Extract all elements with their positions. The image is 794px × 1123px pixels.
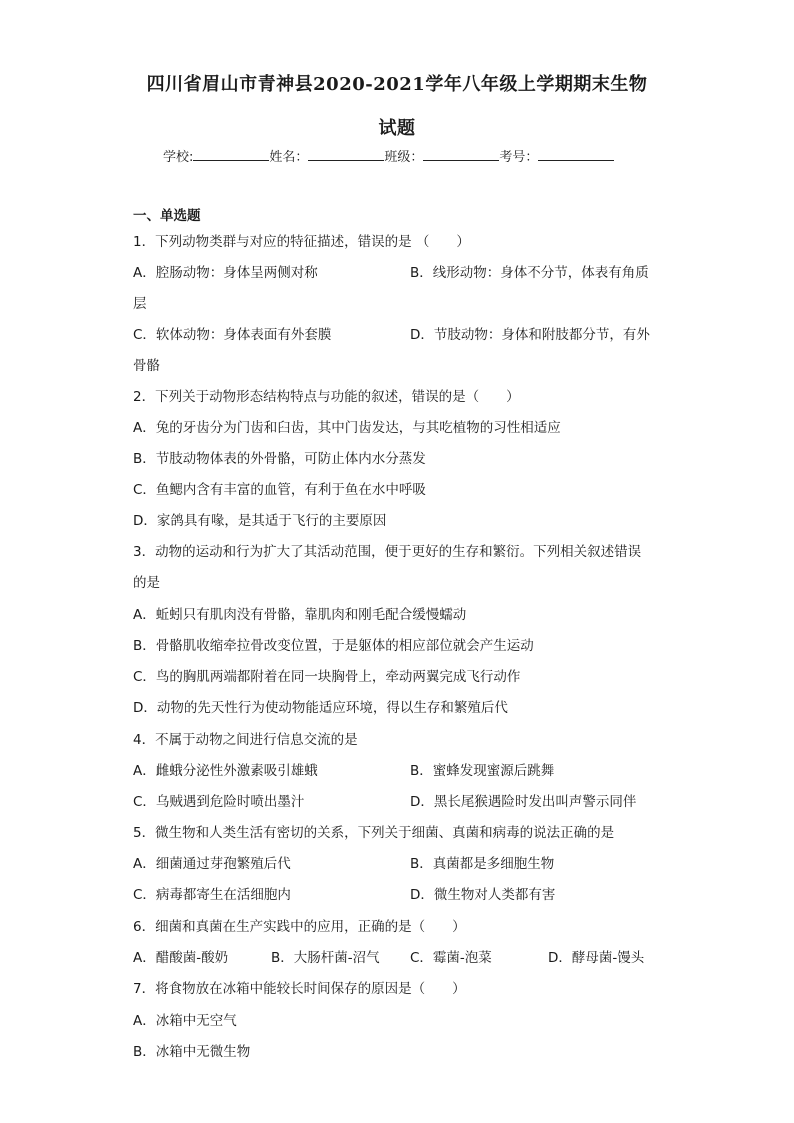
option-b: B．线形动物：身体不分节，体表有角质 <box>410 265 649 281</box>
option-b-continued: 层 <box>133 296 147 312</box>
school-label: 学校: <box>163 150 194 165</box>
option-a: A．兔的牙齿分为门齿和臼齿，其中门齿发达，与其吃植物的习性相适应 <box>133 420 561 436</box>
option-a: A．冰箱中无空气 <box>133 1013 237 1029</box>
option-b: B．节肢动物体表的外骨骼，可防止体内水分蒸发 <box>133 451 426 467</box>
option-a: A．腔肠动物：身体呈两侧对称 <box>133 265 318 281</box>
option-a: A．蚯蚓只有肌肉没有骨骼，靠肌肉和刚毛配合缓慢蠕动 <box>133 607 467 623</box>
option-c: C．鱼鳃内含有丰富的血管，有利于鱼在水中呼吸 <box>133 482 426 498</box>
option-c: C．病毒都寄生在活细胞内 <box>133 887 291 903</box>
name-blank[interactable] <box>308 147 384 161</box>
exam-number-label: 考号： <box>499 150 539 165</box>
class-label: 班级： <box>384 150 424 165</box>
question-stem: 3．动物的运动和行为扩大了其活动范围，便于更好的生存和繁衍。下列相关叙述错误 <box>133 544 642 560</box>
option-c: C．霉菌-泡菜 <box>410 950 492 966</box>
option-d: D．节肢动物：身体和附肢都分节，有外 <box>410 327 650 343</box>
option-b: B．冰箱中无微生物 <box>133 1044 251 1060</box>
option-b: B．真菌都是多细胞生物 <box>410 856 555 872</box>
option-a: A．细菌通过芽孢繁殖后代 <box>133 856 291 872</box>
school-blank[interactable] <box>193 147 269 161</box>
question-stem: 5．微生物和人类生活有密切的关系，下列关于细菌、真菌和病毒的说法正确的是 <box>133 825 615 841</box>
option-a: A．雌蛾分泌性外激素吸引雄蛾 <box>133 763 318 779</box>
option-c: C．鸟的胸肌两端都附着在同一块胸骨上，牵动两翼完成飞行动作 <box>133 669 521 685</box>
student-info-line <box>163 146 614 165</box>
option-b: B．骨骼肌收缩牵拉骨改变位置，于是躯体的相应部位就会产生运动 <box>133 638 534 654</box>
option-d: D．家鸽具有喙，是其适于飞行的主要原因 <box>133 513 387 529</box>
option-d: D．动物的先天性行为使动物能适应环境，得以生存和繁殖后代 <box>133 700 508 716</box>
question-stem-continued: 的是 <box>133 575 160 591</box>
question-stem: 1．下列动物类群与对应的特征描述，错误的是 （ ） <box>133 234 470 250</box>
option-a: A．醋酸菌-酸奶 <box>133 950 229 966</box>
exam-title: 四川省眉山市青神县2020-2021学年八年级上学期期末生物 <box>146 74 648 95</box>
option-b: B．蜜蜂发现蜜源后跳舞 <box>410 763 555 779</box>
question-stem: 4．不属于动物之间进行信息交流的是 <box>133 732 358 748</box>
section-title: 一、单选题 <box>133 208 201 224</box>
option-d: D．微生物对人类都有害 <box>410 887 556 903</box>
exam-number-blank[interactable] <box>538 147 614 161</box>
option-d-continued: 骨骼 <box>133 358 160 374</box>
option-b: B．大肠杆菌-沼气 <box>271 950 380 966</box>
option-d: D．酵母菌-馒头 <box>548 950 645 966</box>
option-d: D．黑长尾猴遇险时发出叫声警示同伴 <box>410 794 637 810</box>
question-stem: 6．细菌和真菌在生产实践中的应用，正确的是（ ） <box>133 919 466 935</box>
exam-title-line2: 试题 <box>378 118 416 139</box>
option-c: C．乌贼遇到危险时喷出墨汁 <box>133 794 305 810</box>
option-c: C．软体动物：身体表面有外套膜 <box>133 327 332 343</box>
name-label: 姓名： <box>269 150 309 165</box>
question-stem: 7．将食物放在冰箱中能较长时间保存的原因是（ ） <box>133 981 466 997</box>
question-stem: 2．下列关于动物形态结构特点与功能的叙述，错误的是（ ） <box>133 389 520 405</box>
class-blank[interactable] <box>423 147 499 161</box>
